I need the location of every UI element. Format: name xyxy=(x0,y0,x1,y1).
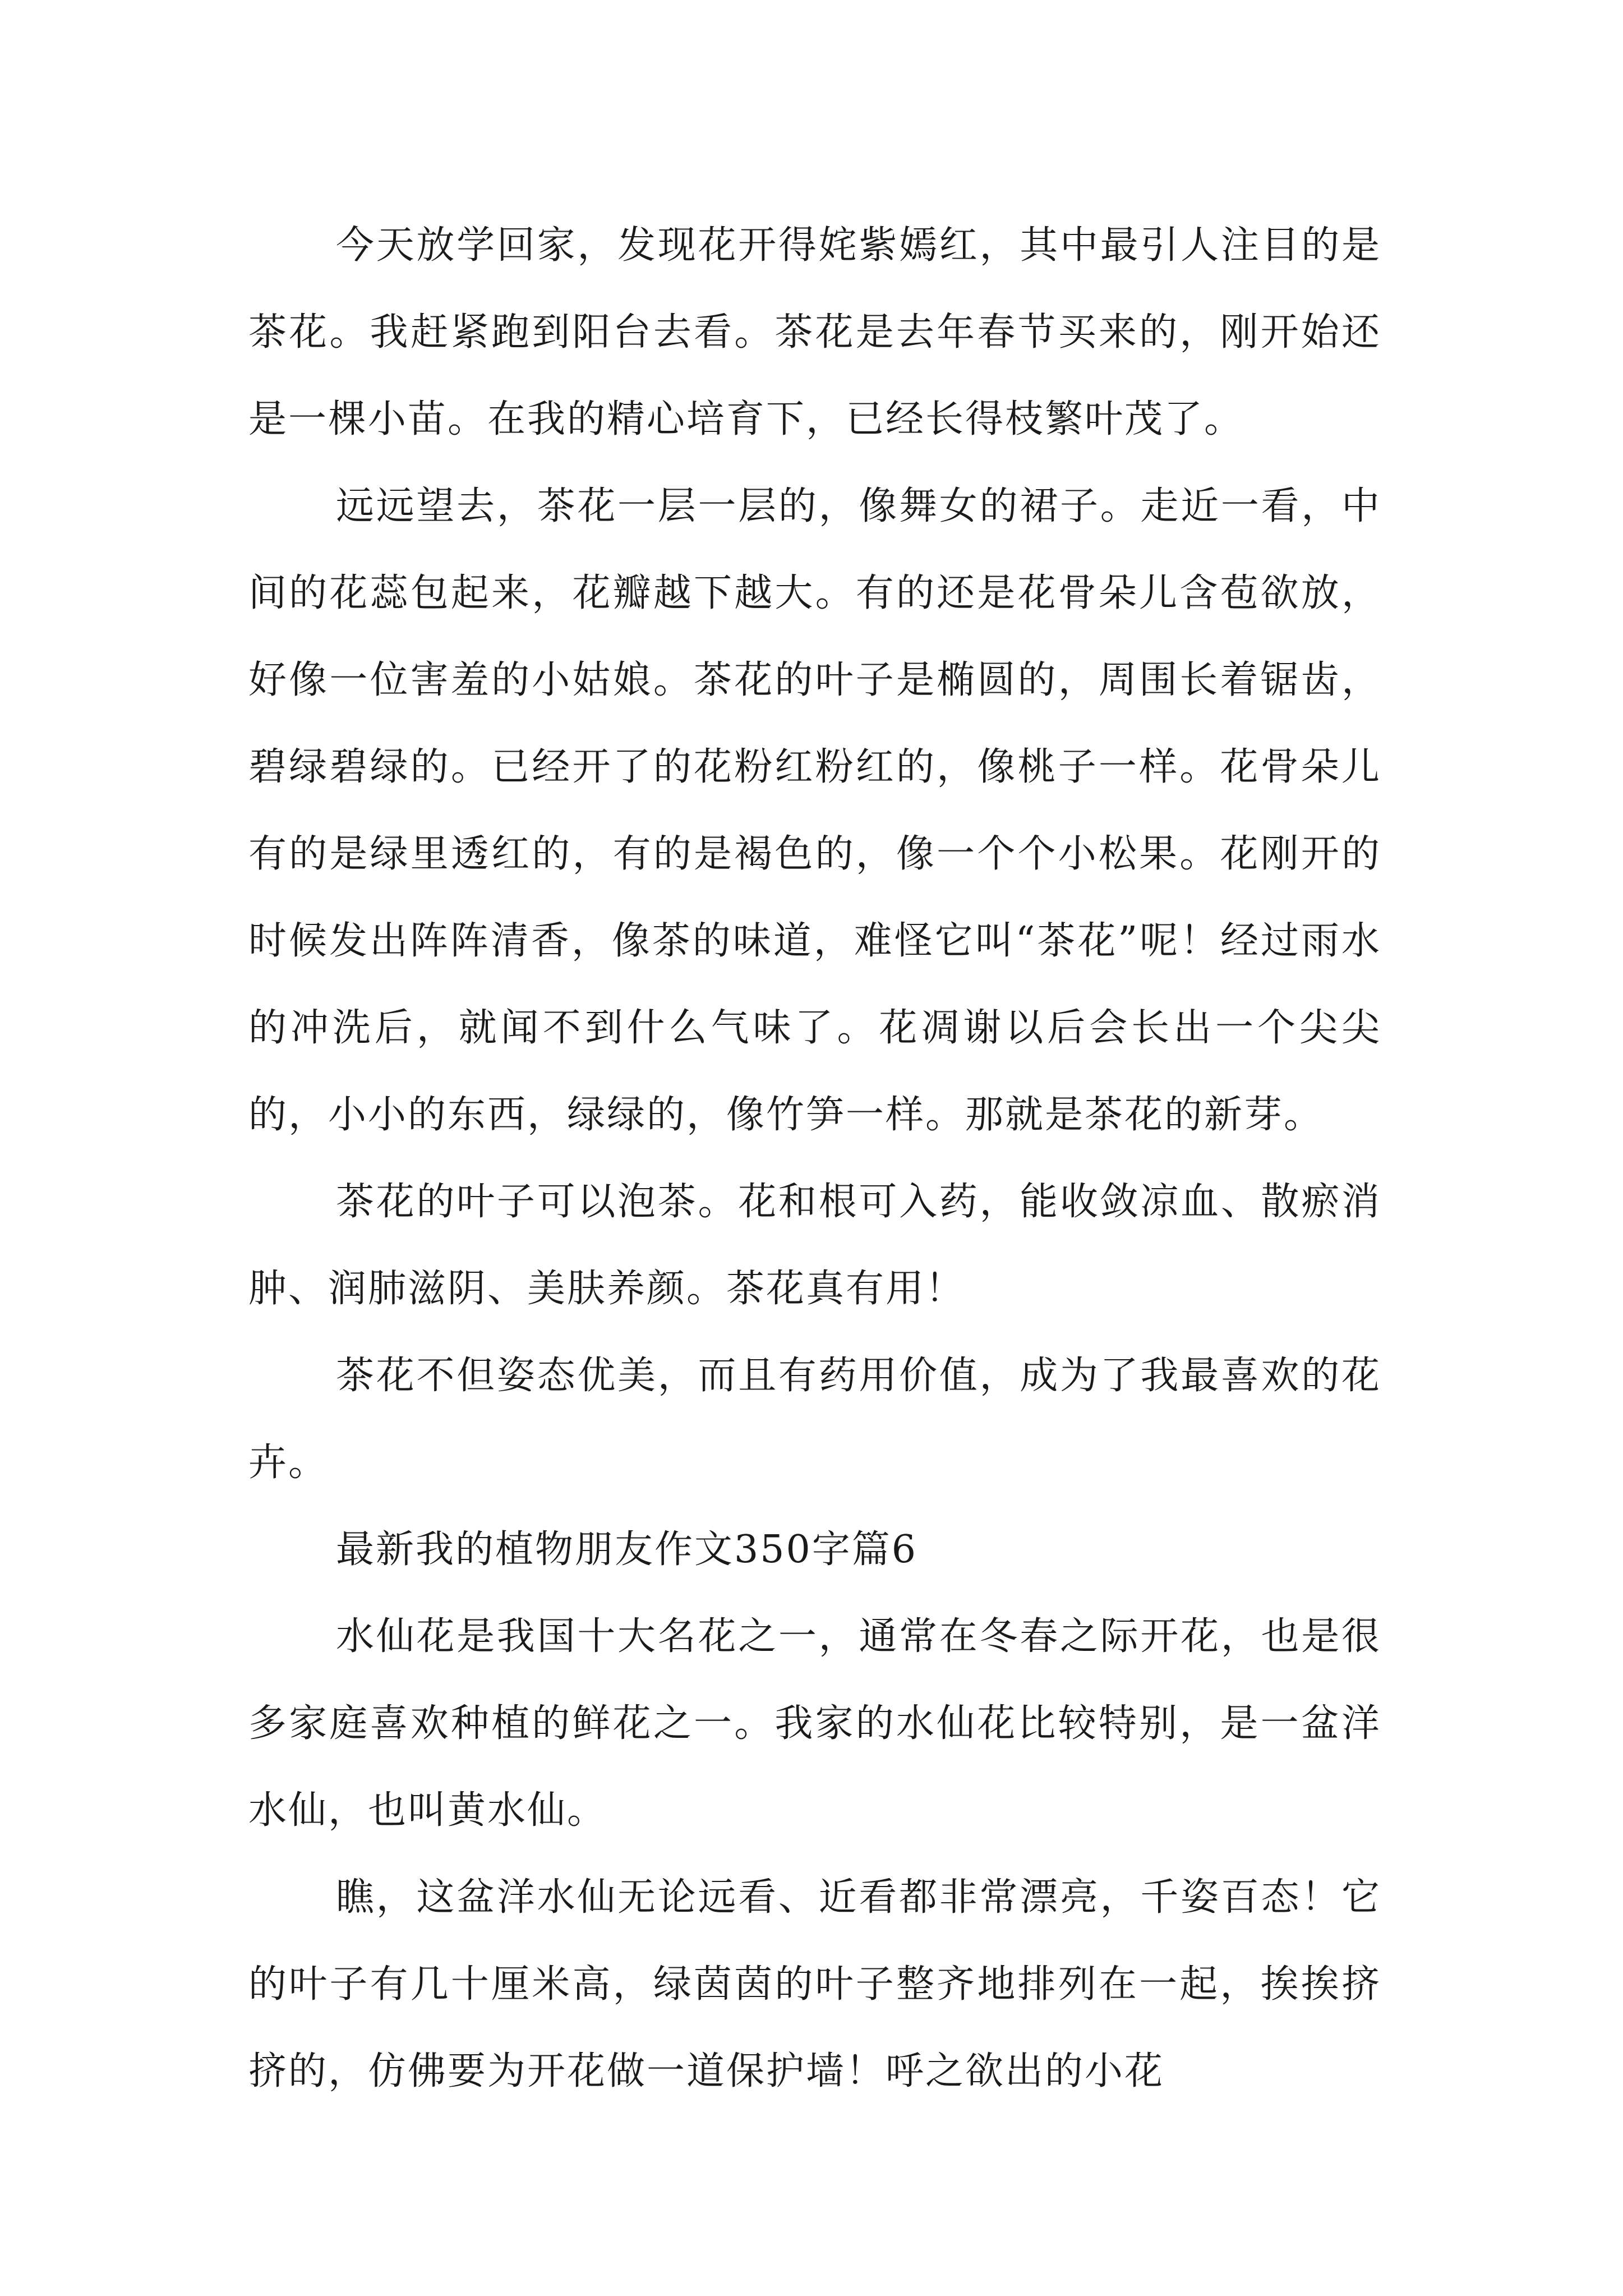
paragraph-camellia-uses: 茶花的叶子可以泡茶。花和根可入药，能收敛凉血、散瘀消肿、润肺滋阴、美肤养颜。茶花真有用！ xyxy=(248,1180,1381,1311)
paragraph-narcissus-description: 瞧，这盆洋水仙无论远看、近看都非常漂亮，千姿百态！它的叶子有几十厘米高，绿茵茵的叶子整齐地排列在一起，挨挨挤挤的，仿佛要为开花做一道保护墙！呼之欲出的小花 xyxy=(248,1875,1381,2093)
document-body xyxy=(248,202,1381,2115)
paragraph-camellia-conclusion: 茶花不但姿态优美，而且有药用价值，成为了我最喜欢的花卉。 xyxy=(248,1354,1381,1485)
paragraph-camellia-intro: 今天放学回家，发现花开得姹紫嫣红，其中最引人注目的是茶花。我赶紧跑到阳台去看。茶花是去年春节买来的，刚开始还是一棵小苗。在我的精心培育下，已经长得枝繁叶茂了。 xyxy=(248,223,1381,441)
paragraph-camellia-description: 远远望去，茶花一层一层的，像舞女的裙子。走近一看，中间的花蕊包起来，花瓣越下越大。有的还是花骨朵儿含苞欲放，好像一位害羞的小姑娘。茶花的叶子是椭圆的，周围长着锯齿，碧绿碧绿的。已经开了的花粉红粉红的，像桃子一样。花骨朵儿有的是绿里透红的，有的是褐色的，像一个个小松果。花刚开的时候发出阵阵清香，像茶的味道，难怪它叫“茶花”呢！经过雨水的冲洗后，就闻不到什么气味了。花凋谢以后会长出一个尖尖的，小小的东西，绿绿的，像竹笋一样。那就是茶花的新芽。 xyxy=(248,484,1381,1137)
paragraph-narcissus-intro: 水仙花是我国十大名花之一，通常在冬春之际开花，也是很多家庭喜欢种植的鲜花之一。我家的水仙花比较特别，是一盆洋水仙，也叫黄水仙。 xyxy=(248,1614,1381,1833)
section-heading: 最新我的植物朋友作文350字篇6 xyxy=(336,1527,918,1572)
